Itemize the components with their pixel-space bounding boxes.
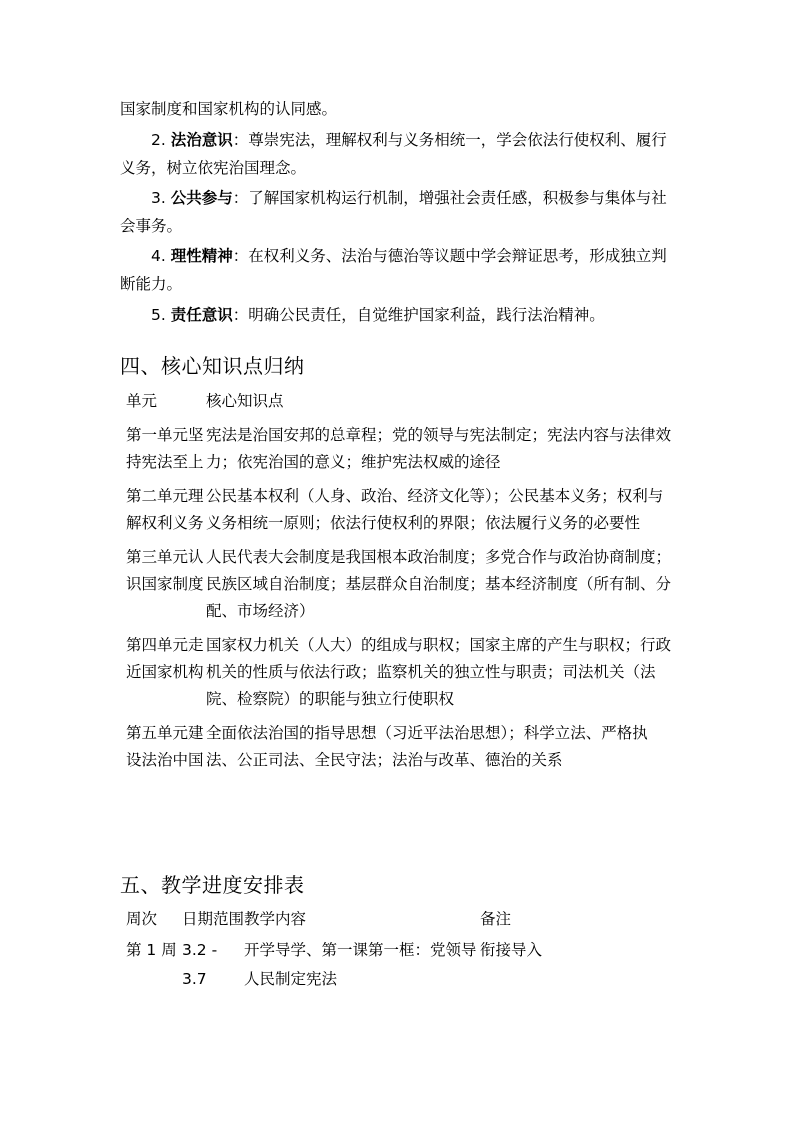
header-content: 教学内容: [244, 910, 307, 928]
literacy-item-2: [120, 126, 680, 182]
item-number: 2.: [151, 131, 171, 149]
points-cell: 宪法是治国安邦的总章程；党的领导与宪法制定；宪法内容与法律效力；依宪治国的意义；维护宪法权威的途径: [206, 426, 672, 471]
literacy-item-5: [120, 301, 680, 329]
dates-cell: 3.2 - 3.7: [182, 941, 218, 988]
unit-cell: 第四单元走近国家机构: [126, 636, 204, 681]
points-cell: 全面依法治国的指导思想（习近平法治思想）；科学立法、严格执法、公正司法、全民守法；法治与改革、德治的关系: [206, 724, 648, 769]
item-label: 公共参与: [170, 189, 233, 207]
item-number: 3.: [151, 189, 171, 207]
item-label: 责任意识: [170, 306, 233, 324]
header-dates: 日期范围: [182, 910, 245, 928]
points-cell: 国家权力机关（人大）的组成与职权；国家主席的产生与职权；行政机关的性质与依法行政；监察机关的独立性与职责；司法机关（法院、检察院）的职能与独立行使职权: [206, 636, 672, 708]
unit-cell: 第一单元坚持宪法至上: [126, 426, 204, 471]
content-cell: 开学导学、第一课第一框：党领导人民制定宪法: [244, 941, 477, 988]
week-cell: 第 1 周: [126, 941, 177, 959]
table-header-row: [120, 905, 680, 934]
item-text: ：在权利义务、法治与德治等议题中学会辩证思考，形成独立判断能力。: [120, 247, 667, 293]
unit-cell: 第三单元认识国家制度: [126, 548, 204, 593]
unit-cell: 第二单元理解权利义务: [126, 487, 204, 532]
table-row: [120, 632, 690, 713]
item-text: ：尊崇宪法，理解权利与义务相统一，学会依法行使权利、履行义务，树立依宪治国理念。: [120, 131, 667, 177]
table-row: [120, 422, 690, 476]
item-number: 5.: [151, 306, 171, 324]
item-text: ：明确公民责任，自觉维护国家利益，践行法治精神。: [232, 306, 605, 324]
table-row: [120, 720, 690, 774]
intro-continuation: 国家制度和国家机构的认同感。: [120, 100, 338, 118]
section-5-heading: 五、教学进度安排表: [120, 873, 305, 897]
literacy-item-3: [120, 184, 680, 240]
table-row: [120, 544, 690, 625]
table-header-row: [120, 388, 690, 415]
literacy-item-4: [120, 242, 680, 298]
section-4-heading: 四、核心知识点归纳: [120, 354, 305, 378]
item-number: 4.: [151, 247, 171, 265]
header-unit: 单元: [126, 392, 158, 410]
table-row: [120, 483, 690, 537]
item-label: 理性精神: [170, 247, 233, 265]
item-label: 法治意识: [170, 131, 233, 149]
item-text: ：了解国家机构运行机制，增强社会责任感，积极参与集体与社会事务。: [120, 189, 667, 235]
header-week: 周次: [126, 910, 158, 928]
table-row: [120, 936, 680, 994]
unit-cell: 第五单元建设法治中国: [126, 724, 204, 769]
header-points: 核心知识点: [206, 392, 284, 410]
knowledge-table: [120, 388, 690, 781]
note-cell: 衔接导入: [480, 941, 543, 959]
points-cell: 公民基本权利（人身、政治、经济文化等）；公民基本义务；权利与义务相统一原则；依法行使权利的界限；依法履行义务的必要性: [206, 487, 664, 532]
header-note: 备注: [480, 910, 512, 928]
points-cell: 人民代表大会制度是我国根本政治制度；多党合作与政治协商制度；民族区域自治制度；基层群众自治制度；基本经济制度（所有制、分配、市场经济）: [206, 548, 672, 620]
schedule-table: [120, 905, 680, 996]
